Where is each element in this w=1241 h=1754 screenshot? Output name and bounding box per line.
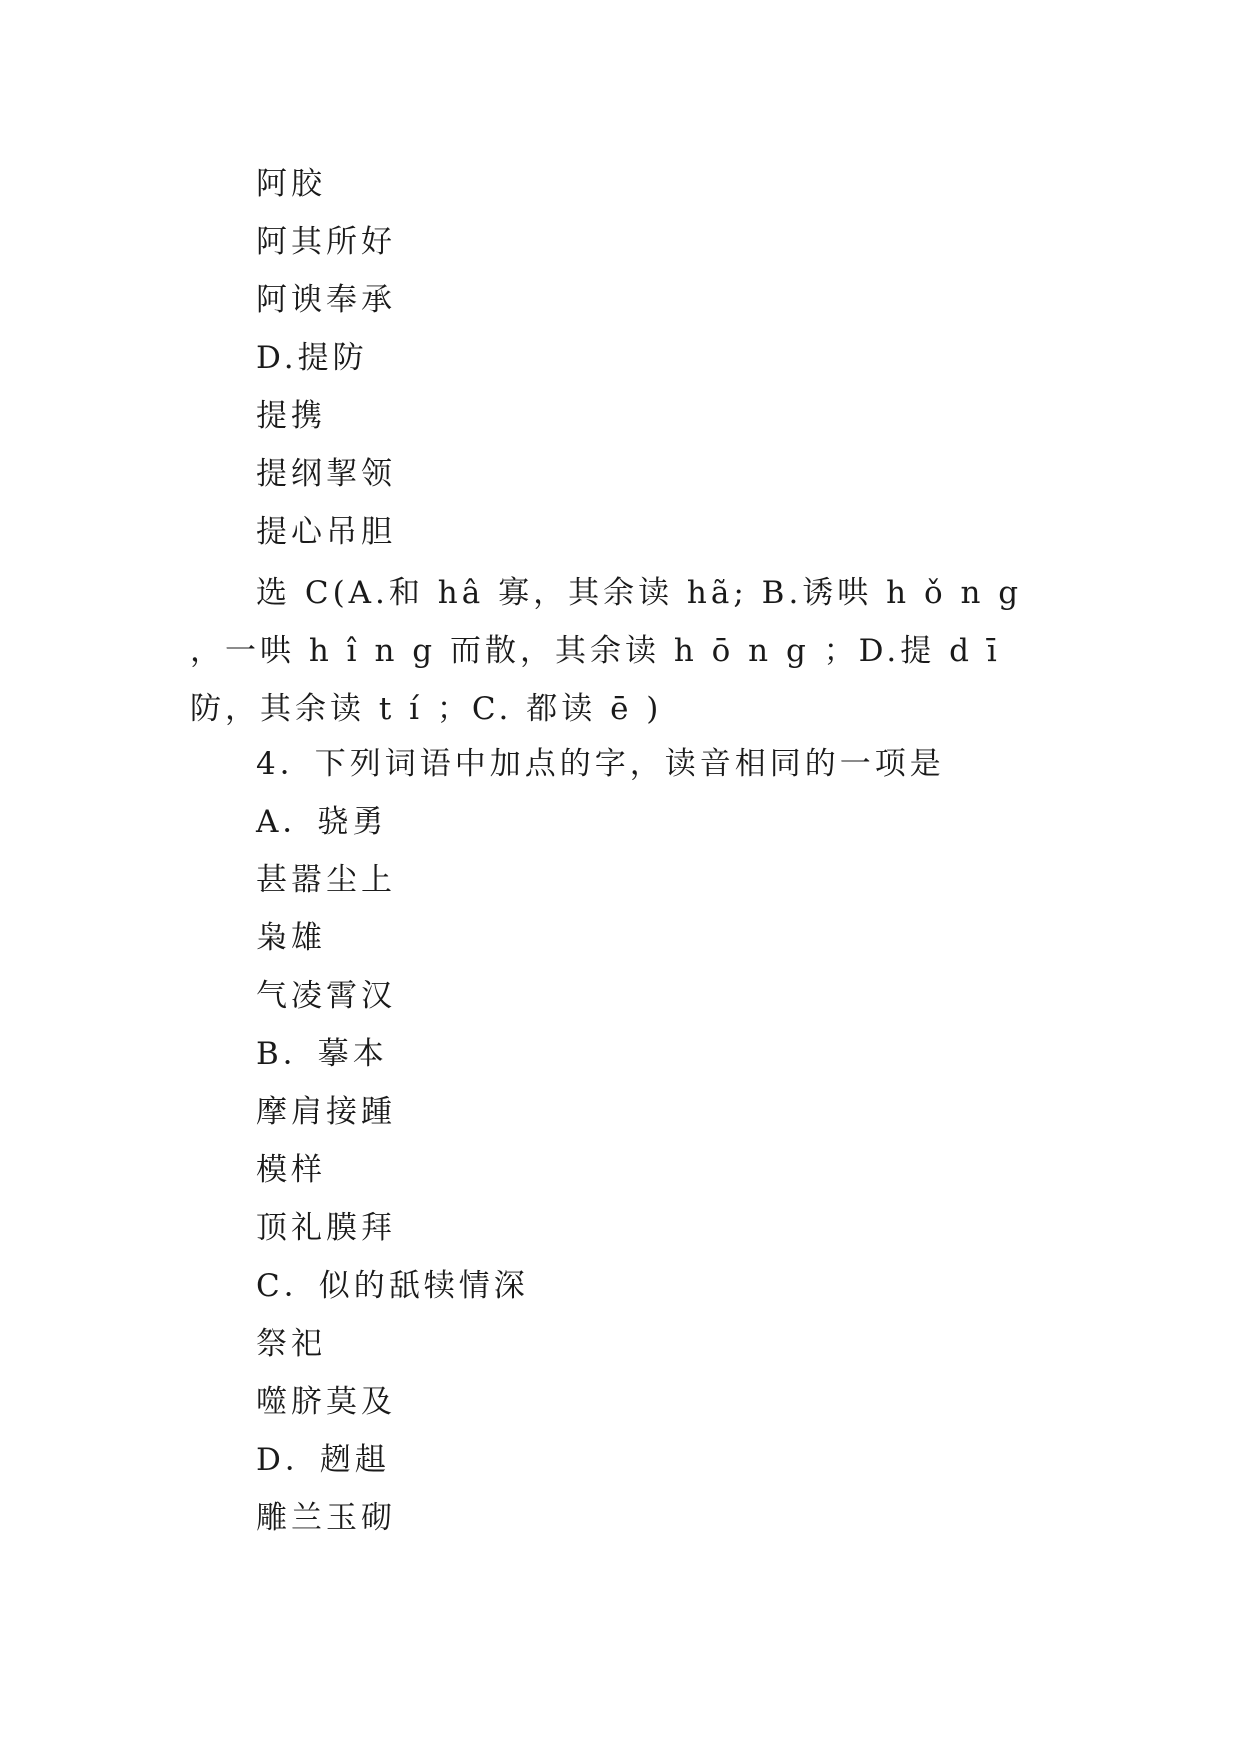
text-line: 祭祀 bbox=[256, 1326, 326, 1362]
text-line: 阿其所好 bbox=[256, 224, 396, 260]
text-line: 模样 bbox=[256, 1152, 326, 1188]
option-line-d: D．趔趄 bbox=[256, 1442, 390, 1478]
question-title: 4．下列词语中加点的字，读音相同的一项是 bbox=[256, 746, 945, 782]
option-line-c: C．似的舐犊情深 bbox=[256, 1268, 529, 1304]
text-line: 阿谀奉承 bbox=[256, 282, 396, 318]
text-line: 甚嚣尘上 bbox=[256, 862, 396, 898]
text-line: 提纲挈领 bbox=[256, 456, 396, 492]
text-line: 枭雄 bbox=[256, 920, 326, 956]
text-line: 提心吊胆 bbox=[256, 514, 396, 550]
option-line-d: D.提防 bbox=[256, 340, 368, 376]
option-line-a: A．骁勇 bbox=[256, 804, 388, 840]
text-line: 噬脐莫及 bbox=[256, 1384, 396, 1420]
text-line: 提携 bbox=[256, 398, 326, 434]
text-line: 雕兰玉砌 bbox=[256, 1500, 396, 1536]
answer-explanation: 选 C(A.和 hâ 寡，其余读 hã; B.诱哄 h ǒ n g ，一哄 h î n g 而散，其余读 h ō n g ；D.提 d ī 防，其余读 t í ；C. 都读 ē ) bbox=[190, 575, 1023, 727]
text-line: 气凌霄汉 bbox=[256, 978, 396, 1014]
option-line-b: B．摹本 bbox=[256, 1036, 388, 1072]
text-line: 阿胶 bbox=[256, 166, 326, 202]
text-line: 顶礼膜拜 bbox=[256, 1210, 396, 1246]
text-line: 摩肩接踵 bbox=[256, 1094, 396, 1130]
